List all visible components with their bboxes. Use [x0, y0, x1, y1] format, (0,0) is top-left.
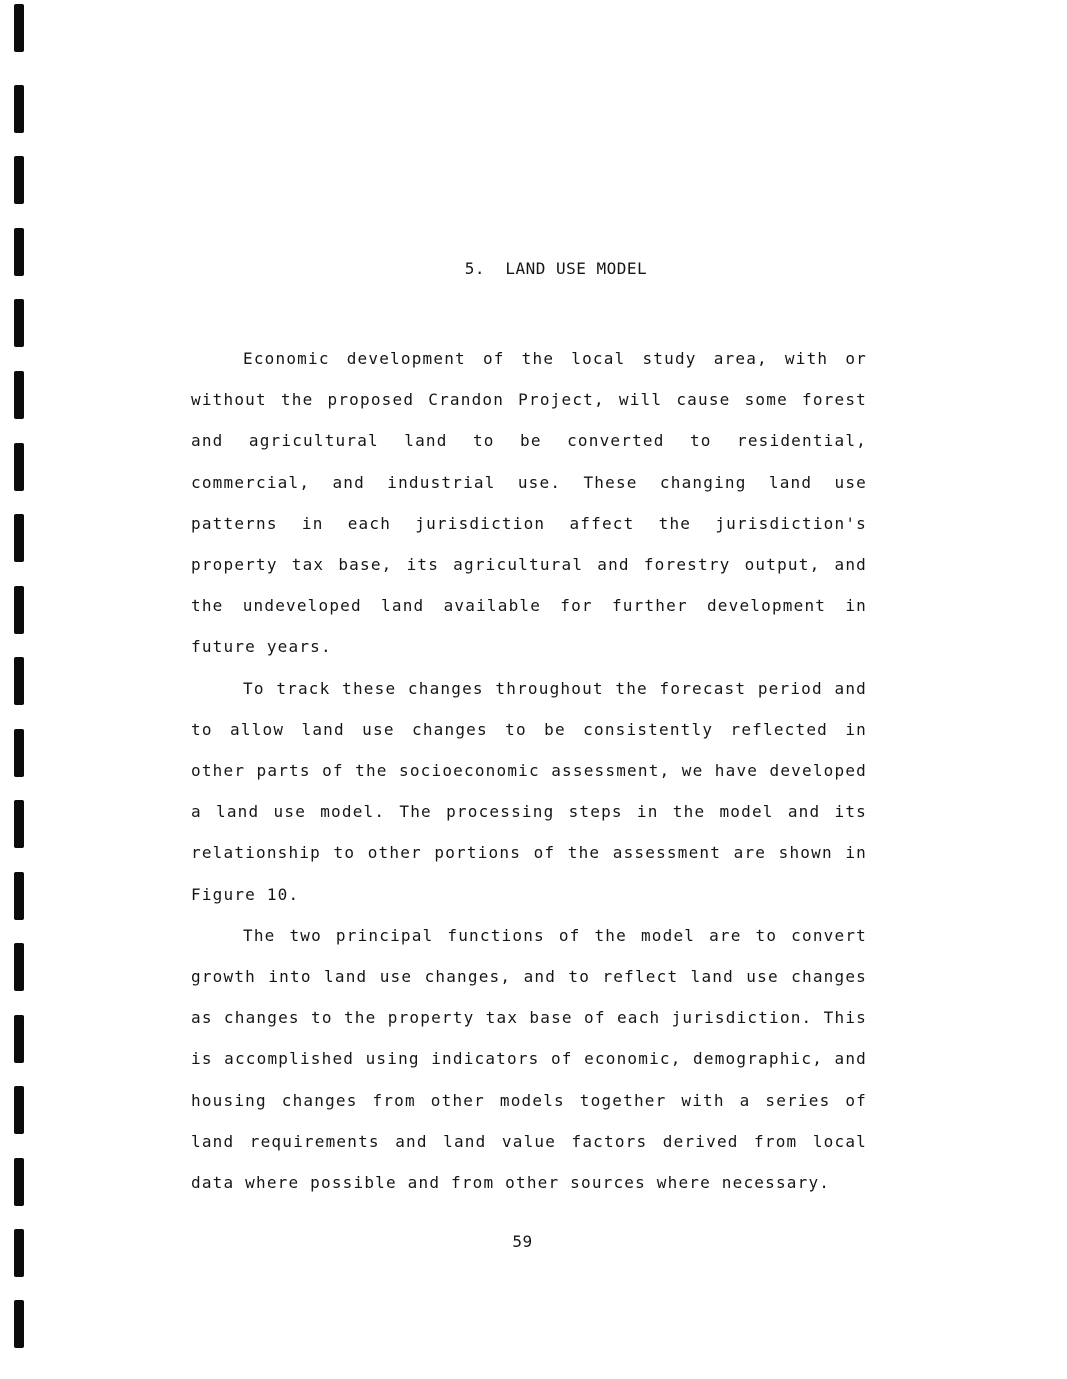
- page-heading: [0, 259, 1067, 278]
- binding-bar-9: [14, 586, 24, 634]
- binding-bar-12: [14, 800, 24, 848]
- page-number: [0, 1232, 1067, 1251]
- page-number-text: 59: [512, 1232, 533, 1251]
- binding-bar-11: [14, 729, 24, 777]
- binding-bar-5: [14, 299, 24, 347]
- binding-bar-7: [14, 443, 24, 491]
- binding-bar-16: [14, 1086, 24, 1134]
- binding-bar-17: [14, 1158, 24, 1206]
- binding-bar-10: [14, 657, 24, 705]
- binding-bar-19: [14, 1300, 24, 1348]
- binding-bar-6: [14, 371, 24, 419]
- binding-bar-15: [14, 1015, 24, 1063]
- binding-bar-2: [14, 85, 24, 133]
- binding-bar-14: [14, 943, 24, 991]
- body-text: [191, 338, 867, 1203]
- page-heading-text: 5. LAND USE MODEL: [464, 259, 648, 278]
- binding-bar-1: [14, 4, 24, 52]
- paragraph-1: Economic development of the local study area, with or without the proposed Crandon Project, will cause some forest and agricultural land to be converted to residential, commercial, and industrial use. These changing land use patterns in each jurisdiction affect the jurisdiction's property tax base, its agricultural and forestry output, and the undeveloped land available for further development in future years.: [191, 349, 867, 657]
- paragraph-2: To track these changes throughout the forecast period and to allow land use changes to be consistently reflected in other parts of the socioeconomic assessment, we have developed a land use model. The processing steps in the model and its relationship to other portions of the assessment are shown in Figure 10.: [191, 678, 867, 904]
- paragraph-3: The two principal functions of the model are to convert growth into land use changes, and to reflect land use changes as changes to the property tax base of each jurisdiction. This is accomplished using indicators of economic, demographic, and housing changes from other models together with a series of land requirements and land value factors derived from local data where possible and from other sources where necessary.: [191, 925, 867, 1193]
- binding-bar-13: [14, 872, 24, 920]
- binding-bar-8: [14, 514, 24, 562]
- binding-bar-3: [14, 156, 24, 204]
